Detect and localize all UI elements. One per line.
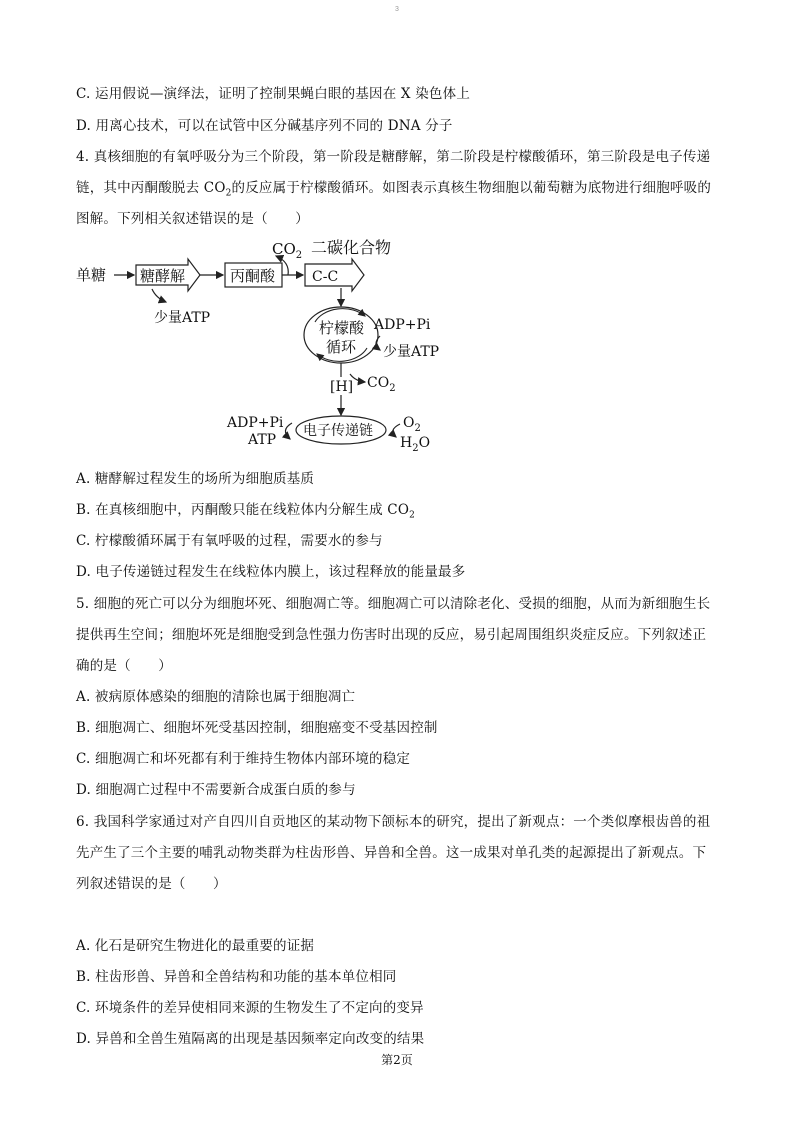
arrow-adp-to-atp-2: [285, 423, 292, 439]
cell-respiration-diagram: [70, 232, 450, 454]
q5-stem-line-2: 提供再生空间；细胞坏死是细胞受到急性强力伤害时出现的反应，易引起周围组织炎症反应。下列叙述正: [76, 627, 707, 643]
page-footer: 第2页: [381, 1053, 413, 1067]
q5-stem-line-1: 5. 细胞的死亡可以分为细胞坏死、细胞凋亡等。细胞凋亡可以清除老化、受损的细胞，从而为新细胞生长: [76, 596, 711, 612]
monosaccharide-label: 单糖: [76, 266, 107, 284]
q6-stem-line-1: 6. 我国科学家通过对产自四川自贡地区的某动物下颌标本的研究，提出了新观点：一个类似摩根齿兽的祖: [76, 814, 711, 830]
q3-option-c: C. 运用假说—演绎法，证明了控制果蝇白眼的基因在 X 染色体上: [76, 86, 471, 102]
little-atp-2-label: 少量ATP: [383, 344, 440, 360]
q4-stem-line-1: 4. 真核细胞的有氧呼吸分为三个阶段，第一阶段是糖酵解，第二阶段是柠檬酸循环，第三阶段是电子传递: [76, 149, 711, 165]
q5-stem-line-3: 确的是（ ）: [76, 658, 172, 674]
pyruvate-label: 丙酮酸: [230, 267, 276, 285]
o2-label: $O_2$: [403, 415, 421, 434]
q5-option-c: C. 细胞凋亡和坏死都有利于维持生物体内部环境的稳定: [76, 751, 411, 767]
q3-option-d: D. 用离心技术，可以在试管中区分碱基序列不同的 DNA 分子: [76, 118, 453, 134]
adp-pi-2-label: ADP+Pi: [227, 415, 284, 431]
q4-option-d: D. 电子传递链过程发生在线粒体内膜上，该过程释放的能量最多: [76, 564, 466, 580]
citric-acid-label-2: 循环: [326, 338, 357, 356]
co2-top-label: $CO_2$: [272, 240, 303, 261]
adp-pi-1-label: ADP+Pi: [374, 317, 431, 333]
etc-label: 电子传递链: [303, 423, 373, 439]
q4-stem-line-3: 图解。下列相关叙述错误的是（ ）: [76, 211, 309, 227]
q6-stem-line-3: 列叙述错误的是（ ）: [76, 876, 227, 892]
q6-option-d: D. 异兽和全兽生殖隔离的出现是基因频率定向改变的结果: [76, 1031, 425, 1047]
two-carbon-compound-label: 二碳化合物: [311, 238, 392, 257]
h2o-label: $H_2O$: [400, 435, 431, 454]
h-label: [H]: [330, 379, 354, 395]
little-atp-1-label: 少量ATP: [154, 310, 211, 326]
q5-option-b: B. 细胞凋亡、细胞坏死受基因控制，细胞癌变不受基因控制: [76, 720, 438, 736]
q4-stem-line-2: 链，其中丙酮酸脱去 $CO_2$的反应属于柠檬酸循环。如图表示真核生物细胞以葡萄糖为底物进行细胞呼吸的: [76, 180, 712, 199]
q4-option-b: B. 在真核细胞中，丙酮酸只能在线粒体内分解生成 $CO_2$: [76, 502, 416, 521]
cc-label: C-C: [312, 269, 339, 285]
q6-option-b: B. 柱齿形兽、异兽和全兽结构和功能的基本单位相同: [76, 969, 397, 985]
co2-mid-label: $CO_2$: [367, 375, 396, 394]
page-mark: 3: [395, 6, 399, 13]
q6-stem-line-2: 先产生了三个主要的哺乳动物类群为柱齿形兽、异兽和全兽。这一成果对单孔类的起源提出了新观点。下: [76, 845, 707, 861]
q6-option-a: A. 化石是研究生物进化的最重要的证据: [76, 938, 315, 954]
atp-label: ATP: [248, 432, 277, 448]
q5-option-d: D. 细胞凋亡过程中不需要新合成蛋白质的参与: [76, 782, 356, 798]
arrow-little-atp-1: [152, 289, 166, 302]
arrow-o2-h2o: [393, 424, 400, 437]
q4-option-a: A. 糖酵解过程发生的场所为细胞质基质: [76, 471, 315, 487]
q5-option-a: A. 被病原体感染的细胞的清除也属于细胞凋亡: [76, 689, 356, 705]
q6-option-c: C. 环境条件的差异使相同来源的生物发生了不定向的变异: [76, 1000, 424, 1016]
q4-option-c: C. 柠檬酸循环属于有氧呼吸的过程，需要水的参与: [76, 533, 383, 549]
glycolysis-label: 糖酵解: [140, 267, 186, 285]
citric-acid-label-1: 柠檬酸: [319, 319, 365, 337]
